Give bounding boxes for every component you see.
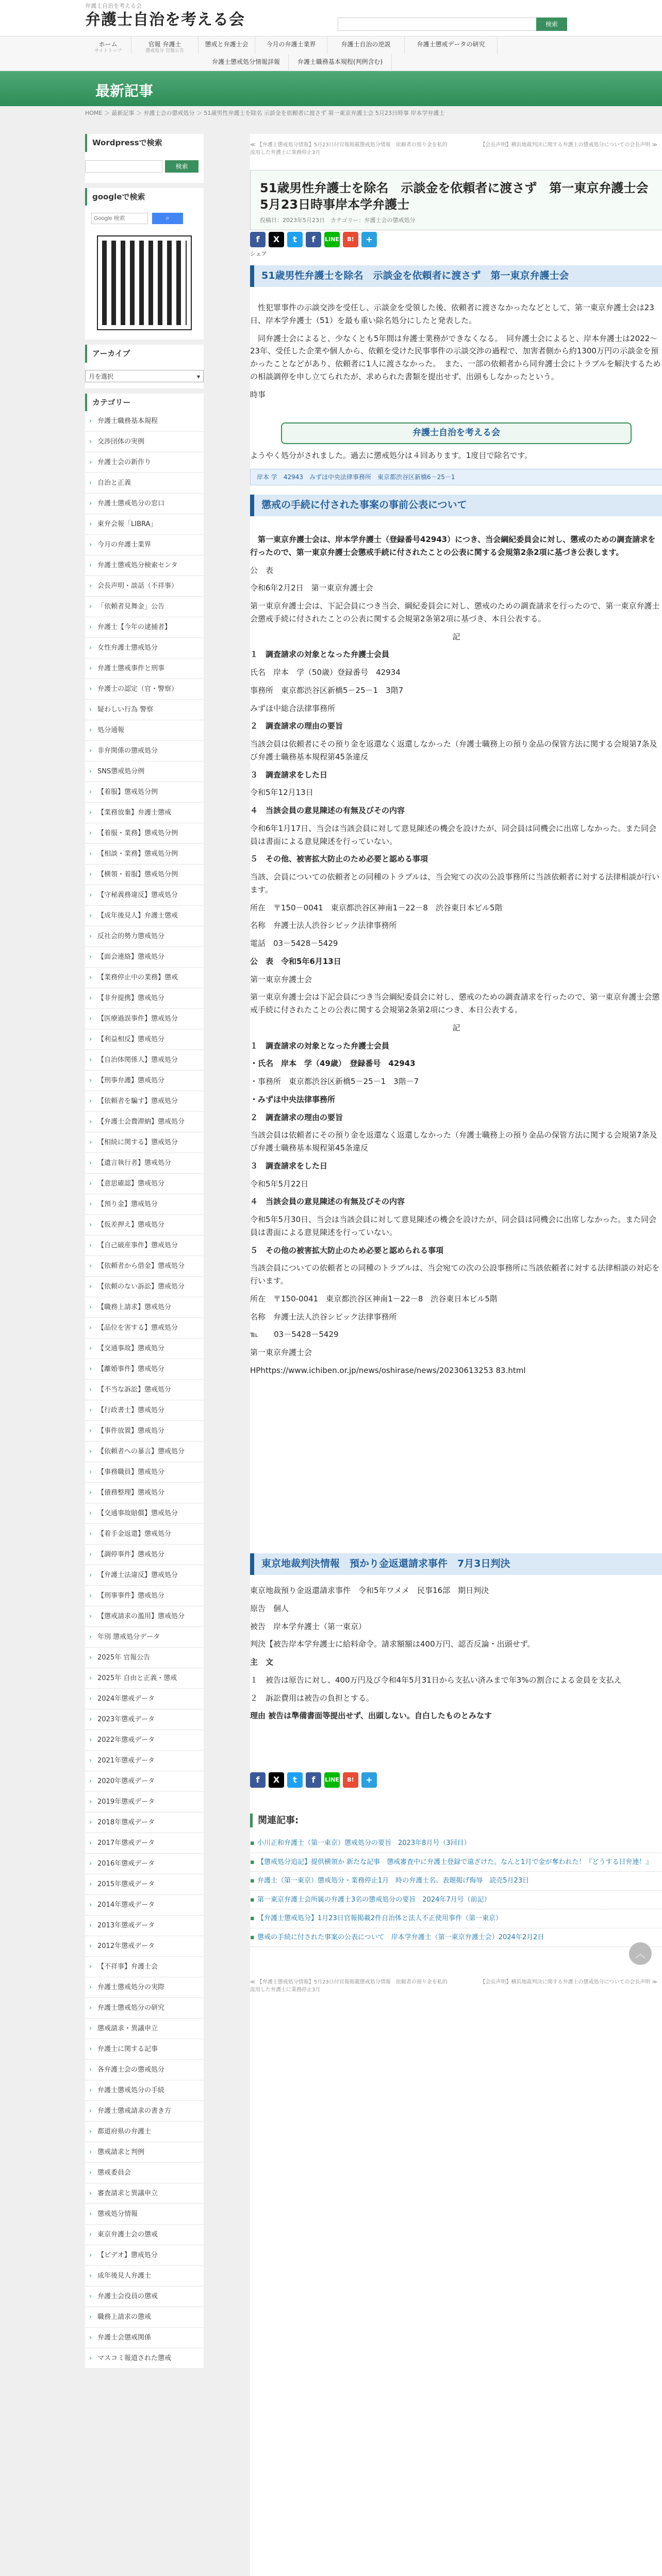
sidebar-category-item[interactable]: › 【相続に関する】懲戒処分 bbox=[85, 1132, 204, 1153]
sidebar-category-item[interactable]: › 【ビデオ】懲戒処分 bbox=[85, 2245, 204, 2266]
post-title: 51歳男性弁護士を除名 示談金を依頼者に渡さず 第一東京弁護士会 5月23日時事岸本学弁護士 bbox=[260, 181, 649, 212]
sidebar-category-item[interactable]: › 弁護士懲戒処分検索センタ bbox=[85, 555, 204, 576]
nav-item-home[interactable]: ホーム サイトトップ bbox=[85, 37, 131, 54]
scroll-to-top-button[interactable] bbox=[629, 1942, 652, 1965]
telephone-2: ℡ 03－5428－5429 bbox=[250, 1330, 339, 1340]
s2-body: 当該会員は依頼者にその預り金を返還なく返還しなかった（弁護士職務上の預り金品の保管方法に関する会規第7条及び弁護士職務基本規程第45条違反 bbox=[250, 739, 657, 761]
site-title[interactable]: 弁護士自治を考える会 bbox=[85, 11, 245, 29]
qr-code-image bbox=[98, 236, 191, 329]
google-search-button[interactable] bbox=[152, 213, 183, 224]
court-line-6: １ 被告は原告に対し、400万円及び令和4年5月31日から支払い済みまで年3%の割合による金員を支払え bbox=[250, 1675, 622, 1685]
court-line-8: 理由 被告は準備書面等提出せず、出頭しない。自白したものとみなす bbox=[250, 1711, 492, 1721]
sidebar-category-item[interactable]: › 【依頼のない訴訟】懲戒処分 bbox=[85, 1277, 204, 1297]
sidebar-category-item[interactable]: › 職務上請求の懲戒 bbox=[85, 2307, 204, 2328]
nav-item-detail[interactable]: 弁護士懲戒処分情報詳報 bbox=[204, 54, 289, 72]
court-line-1: 東京地裁預り金返還請求事件 令和5年ワメメ 民事16部 期日判決 bbox=[250, 1586, 489, 1595]
sidebar-category-item[interactable]: › 弁護士懲戒事件と刑事 bbox=[85, 658, 204, 679]
sidebar-category-item[interactable]: › 【相談・業務】懲戒処分例 bbox=[85, 844, 204, 865]
related-article-link[interactable]: ▪ 第一東京弁護士会所属の弁護士3名の懲戒処分の要旨 2024年7月号（前記） bbox=[250, 1891, 662, 1910]
sidebar-category-item[interactable]: › 2016年懲戒データ bbox=[85, 1854, 204, 1874]
sidebar-category-item[interactable]: › 【弁護士法違反】懲戒処分 bbox=[85, 1565, 204, 1586]
category-title: カテゴリー bbox=[85, 394, 204, 412]
share-x-icon[interactable]: X bbox=[269, 232, 284, 247]
breadcrumb[interactable]: HOME ＞ 最新記事 ＞ 弁護士会の懲戒処分 ＞ 51歳男性弁護士を除名 示談金を依頼者に渡さず 第一東京弁護士会 5月23日時事 岸本学弁護士 bbox=[85, 110, 445, 116]
t2-heading: ２ 調査請求の理由の要旨 bbox=[250, 1112, 343, 1122]
sidebar-category-item[interactable]: › 2020年懲戒データ bbox=[85, 1771, 204, 1792]
share-buttons bbox=[250, 232, 377, 247]
t1-office: ・事務所 東京都渋谷区新橋5－25－1 3階－7 bbox=[250, 1077, 419, 1086]
t4-heading: ４ 当該会員の意見陳述の有無及びその内容 bbox=[250, 1197, 405, 1207]
sidebar-category-item[interactable]: › 【自治体関係人】懲戒処分 bbox=[85, 1050, 204, 1071]
bottom-prev-link[interactable]: ≪ 【弁護士懲戒処分情報】5月23日付官報掲載懲戒処分情報 依頼者の預り金を私的流用した弁護士に業務停止3月 bbox=[250, 1979, 448, 1993]
prev-post-link[interactable]: ≪ 【弁護士懲戒処分情報】5月23日付官報掲載懲戒処分情報 依頼者の預り金を私的流用した弁護士に業務停止3月 bbox=[250, 142, 448, 156]
s3-heading: ３ 調査請求をした日 bbox=[250, 770, 328, 779]
notice-date: 令和6年2月2日 第一東京弁護士会 bbox=[250, 583, 373, 593]
sidebar-category-item[interactable]: › マスコミ報道された懲戒 bbox=[85, 2348, 204, 2369]
sidebar-category-item[interactable]: › 審査請求と異議申立 bbox=[85, 2183, 204, 2204]
t5-body: 当該会員についての依頼者との同種のトラブルは、当会宛ての次の公設事務所に当該依頼者に対する法律相談の対応を行います。 bbox=[250, 1263, 660, 1285]
t4-body: 令和5年5月30日、当会は当該会員に対して意見陳述の機会を設けたが、同会員は同機会に出席しなかった。また同会員は書面による意見陳述を行っていない。 bbox=[250, 1215, 657, 1237]
wordpress-search-button[interactable]: 検索 bbox=[165, 160, 198, 173]
sidebar-category-item[interactable]: › 弁護士懲戒処分の研究 bbox=[85, 1998, 204, 2019]
page-title: 最新記事 bbox=[95, 82, 154, 99]
nav-item-this-month[interactable]: 今月の弁護士業界 bbox=[255, 37, 327, 54]
sidebar-category-item[interactable]: › 【医療過誤事件】懲戒処分 bbox=[85, 1009, 204, 1029]
sidebar-category-item[interactable]: › 2024年懲戒データ bbox=[85, 1689, 204, 1709]
sidebar-category-item[interactable]: › 【依頼者への暴言】懲戒処分 bbox=[85, 1442, 204, 1462]
sidebar-category-item[interactable]: › 東京弁護士会の懲戒 bbox=[85, 2225, 204, 2245]
share-facebook-icon[interactable]: f bbox=[306, 1772, 321, 1788]
sidebar-category-item[interactable]: › 2023年懲戒データ bbox=[85, 1709, 204, 1730]
sidebar-category-item[interactable]: › 【遺言執行者】懲戒処分 bbox=[85, 1153, 204, 1174]
page-header bbox=[0, 71, 662, 106]
share-plus-icon[interactable]: + bbox=[361, 232, 377, 247]
share-plus-icon[interactable]: + bbox=[361, 1772, 377, 1788]
search-icon: ⌕ bbox=[166, 214, 170, 222]
court-line-7: ２ 訴訟費用は被告の負担とする。 bbox=[250, 1693, 374, 1703]
sidebar-category-item[interactable]: › 今月の弁護士業界 bbox=[85, 535, 204, 555]
share-facebook-icon[interactable]: f bbox=[306, 232, 321, 247]
hp-label: 第一東京弁護士会 bbox=[250, 1348, 312, 1357]
related-article-link[interactable]: ▪ 【弁護士懲戒処分】1月23日官報掲載2件自治体と法人不正使用事件（第一東京） bbox=[250, 1909, 662, 1928]
sidebar-category-item[interactable]: › 各弁護士会の懲戒処分 bbox=[85, 2060, 204, 2080]
sidebar-category-item[interactable]: › 【預り金】懲戒処分 bbox=[85, 1194, 204, 1215]
related-title: 関連記事: bbox=[250, 1814, 299, 1827]
sidebar-category-item[interactable]: › 東弁会報「LIBRA」 bbox=[85, 514, 204, 535]
hp-url[interactable]: HPhttps://www.ichiben.or.jp/news/oshirase/news/20230613253 83.html bbox=[250, 1365, 526, 1375]
court-line-2: 原告 個人 bbox=[250, 1603, 289, 1613]
sidebar-category-item[interactable]: › 都道府県の弁護士 bbox=[85, 2122, 204, 2142]
sidebar-category-item[interactable]: › 【不当な訴訟】懲戒処分 bbox=[85, 1380, 204, 1400]
sidebar-category-item[interactable]: › 【債務整理】懲戒処分 bbox=[85, 1483, 204, 1503]
share-hatena-icon[interactable]: B! bbox=[343, 232, 358, 247]
sidebar-category-item[interactable]: › 【依頼者から借金】懲戒処分 bbox=[85, 1256, 204, 1277]
s5-heading: ５ その他、被害拡大防止のため必要と認める事項 bbox=[250, 854, 428, 864]
lead-note: ようやく処分がされました。過去に懲戒処分は４回あります。1度目で除名です。 bbox=[250, 451, 533, 460]
sidebar-category-item[interactable]: › 【業務放棄】弁護士懲戒 bbox=[85, 803, 204, 823]
post-meta: 投稿日：2023年5月23日 カテゴリー：弁護士会の懲戒処分 bbox=[260, 216, 416, 224]
address-2: 所在 〒150-0041 東京都渋谷区神南1－22－8 渋谷東日本ビル5階 bbox=[250, 1294, 498, 1303]
related-article-link[interactable]: ▪ 小川正和弁護士（第一東京）懲戒処分の要旨 2023年8月号（3回目） bbox=[250, 1834, 662, 1853]
notice2-body: 第一東京弁護士会は下記会員につき当会綱紀委員会に対し、懲戒のための調査請求を行ったので、第一東京弁護士会懲戒手続に付されたことの公表に関する会規第2条第2項につき、本日公表する。 bbox=[250, 992, 660, 1014]
sidebar-category-item[interactable]: › 2022年懲戒データ bbox=[85, 1730, 204, 1751]
notice-body: 第一東京弁護士会は、下記会員につき当会、綱紀委員会に対し、懲戒のための調査請求を行ったので、第一東京弁護士会懲戒手続に付されたことの公表に関する会規第2条第2項に基づき、本日公表する。 bbox=[250, 601, 660, 623]
sidebar-category-item[interactable]: › 2025年 自由と正義・懲戒 bbox=[85, 1668, 204, 1689]
notice-head: 公 表 bbox=[250, 565, 274, 575]
sidebar-category-item[interactable]: › 2012年懲戒データ bbox=[85, 1936, 204, 1957]
share-buttons-bottom bbox=[250, 1772, 377, 1788]
category-list bbox=[85, 411, 204, 2369]
sidebar-category-item[interactable]: › 年別 懲戒処分データ bbox=[85, 1627, 204, 1648]
article-intro bbox=[250, 301, 662, 406]
wordpress-search-box bbox=[85, 152, 204, 183]
t1-firm: ・みずほ中央法律事務所 bbox=[250, 1094, 336, 1104]
notice-1 bbox=[250, 533, 662, 1382]
sidebar-category-item[interactable]: › 【着服】懲戒処分例 bbox=[85, 782, 204, 803]
chevron-up-icon: ︿ bbox=[635, 1947, 646, 1960]
sidebar-category-item[interactable]: › 自治と正義 bbox=[85, 473, 204, 494]
chevron-down-icon: ▾ bbox=[196, 372, 200, 380]
sidebar-category-item[interactable]: › 処分通報 bbox=[85, 720, 204, 741]
sidebar-category-item[interactable]: › 2025年 官報公告 bbox=[85, 1648, 204, 1668]
google-search-input[interactable] bbox=[91, 213, 148, 224]
ki-mark: 記 bbox=[452, 632, 460, 641]
court-line-4: 判決【被告岸本学弁護士に給料命令。請求額額は400万円、認否反論・出頭せず。 bbox=[250, 1639, 535, 1649]
sidebar-category-item[interactable]: › 【交通事故賠償】懲戒処分 bbox=[85, 1503, 204, 1524]
sidebar-category-item[interactable]: › 弁護士会の新作り bbox=[85, 452, 204, 473]
share-line-icon[interactable]: LINE bbox=[324, 232, 340, 247]
sidebar-category-item[interactable]: › 弁護士会役員の懲戒 bbox=[85, 2286, 204, 2307]
sidebar-category-item[interactable]: › 2019年懲戒データ bbox=[85, 1792, 204, 1812]
sidebar-category-item[interactable]: › 【懲戒請求の濫用】懲戒処分 bbox=[85, 1606, 204, 1627]
sidebar-category-item[interactable]: › 弁護士に関する記事 bbox=[85, 2039, 204, 2060]
share-twitter-icon[interactable]: t bbox=[287, 232, 303, 247]
sidebar-category-item[interactable]: › 【着服・業務】懲戒処分例 bbox=[85, 823, 204, 844]
main-content bbox=[250, 134, 662, 2576]
sidebar-category-item[interactable]: › 【依頼者を騙す】懲戒処分 bbox=[85, 1091, 204, 1112]
nav-item-paradox[interactable]: 弁護士自治の逆説 bbox=[327, 37, 405, 54]
site-description: 弁護士自治を考える会 bbox=[85, 3, 142, 9]
t3-body: 令和5年5月22日 bbox=[250, 1179, 309, 1189]
sidebar-category-item[interactable]: › 【事務職員】懲戒処分 bbox=[85, 1462, 204, 1483]
sidebar-category-item[interactable]: › 【仮差押え】懲戒処分 bbox=[85, 1215, 204, 1235]
header-search-input[interactable] bbox=[338, 18, 567, 31]
google-search-box bbox=[85, 206, 204, 340]
sidebar-category-item[interactable]: › 【離婚事件】懲戒処分 bbox=[85, 1359, 204, 1380]
sidebar-category-item[interactable]: › 【弁護士会費滞納】懲戒処分 bbox=[85, 1112, 204, 1132]
sidebar-category-item[interactable]: › 2015年懲戒データ bbox=[85, 1874, 204, 1895]
nav-item-kanpo[interactable]: 官報 弁護士 懲戒処分 官報公告 bbox=[131, 37, 198, 54]
s2-heading: ２ 調査請求の理由の要旨 bbox=[250, 721, 343, 731]
sidebar-category-item[interactable]: › 【横領・着服】懲戒処分例 bbox=[85, 865, 204, 885]
share-facebook-icon[interactable]: f bbox=[250, 232, 266, 247]
sidebar-category-item[interactable]: › 【面会連絡】懲戒処分 bbox=[85, 947, 204, 968]
sidebar-category-item[interactable]: › 【業務停止中の業務】懲戒 bbox=[85, 968, 204, 988]
sidebar-category-item[interactable]: › 【成年後見人】弁護士懲戒 bbox=[85, 906, 204, 926]
s4-body: 令和6年1月17日、当会は当該会員に対して意見陳述の機会を設けたが、同会員は同機会に出席しなかった。また同会員は書面による意見陳述を行っていない。 bbox=[250, 823, 657, 846]
sidebar-category-item[interactable]: › 反社会的勢力懲戒処分 bbox=[85, 926, 204, 947]
sidebar-category-item[interactable]: › 弁護士懲戒請求の書き方 bbox=[85, 2101, 204, 2122]
sidebar bbox=[85, 134, 204, 2369]
archive-title: アーカイブ bbox=[85, 345, 204, 363]
bold-notice: 第一東京弁護士会は、岸本学弁護士（登録番号42943）につき、当会綱紀委員会に対し、懲戒のための調査請求を行ったので、第一東京弁護士会懲戒手続に付されたことの公表に関する会規第2条2項に基づき公表します。 bbox=[250, 535, 656, 557]
s4-heading: ４ 当該会員の意見陳述の有無及びその内容 bbox=[250, 806, 405, 815]
section-heading-1: 51歳男性弁護士を除名 示談金を依頼者に渡さず 第一東京弁護士会 bbox=[250, 265, 662, 287]
ki-mark-2: 記 bbox=[452, 1023, 460, 1032]
sidebar-category-item[interactable]: › 【職務上請求】懲戒処分 bbox=[85, 1297, 204, 1318]
sidebar-category-item[interactable]: › 【事件放置】懲戒処分 bbox=[85, 1421, 204, 1442]
sidebar-category-item[interactable]: › 懲戒委員会 bbox=[85, 2163, 204, 2183]
court-line-5: 主 文 bbox=[250, 1657, 274, 1667]
wordpress-search-title: Wordpressで検索 bbox=[85, 134, 204, 152]
intro-paragraph: 性犯罪事件の示談交渉を受任し、示談金を受領した後、依頼者に渡さなかったなどとして、第一東京弁護士会は23日、岸本学弁護士（51）を最も重い除名処分にしたと発表した。 bbox=[250, 303, 654, 325]
sidebar-category-item[interactable]: › 弁護士懲戒処分の手続 bbox=[85, 2080, 204, 2101]
post-title-box bbox=[250, 170, 662, 230]
sidebar-category-item[interactable]: › 【品位を害する】懲戒処分 bbox=[85, 1318, 204, 1338]
related-article-link[interactable]: ▪ 弁護士（第一東京）懲戒処分・業務停止1月 時の弁護士名、表題掲げ侮辱 読売5月23日 bbox=[250, 1872, 662, 1891]
bottom-next-link[interactable]: 【会長声明】横浜地裁判決に関する弁護士の懲戒処分についての会長声明 ≫ bbox=[480, 1979, 657, 1985]
nav-item-rules[interactable]: 弁護士職務基本規程(判例含む) bbox=[289, 54, 392, 72]
telephone: 電話 03－5428－5429 bbox=[250, 939, 338, 948]
address: 所在 〒150－0041 東京都渋谷区神南1－22－8 渋谷東日本ビル5階 bbox=[250, 903, 503, 912]
sidebar-category-item[interactable]: › 2013年懲戒データ bbox=[85, 1916, 204, 1936]
sidebar-category-item[interactable]: › 懲戒請求・異議申立 bbox=[85, 2019, 204, 2039]
related-article-link[interactable]: ▪ 懲戒の手続に付された事案の公表について 岸本学弁護士（第一東京弁護士会）2024年2月2日 bbox=[250, 1928, 662, 1947]
sidebar-category-item[interactable]: › 「依頼者見舞金」公告 bbox=[85, 597, 204, 617]
sidebar-category-item[interactable]: › 懲戒処分情報 bbox=[85, 2204, 204, 2225]
next-post-link[interactable]: 【会長声明】横浜地裁判決に関する弁護士の懲戒処分についての会長声明 ≫ bbox=[480, 142, 657, 148]
section-heading-2: 懲戒の手続に付された事案の事前公表について bbox=[250, 495, 662, 516]
sidebar-category-item[interactable]: › 弁護士【今年の逮捕者】 bbox=[85, 617, 204, 638]
s1-firm: みずほ中総合法律事務所 bbox=[250, 703, 336, 713]
s1-name: 氏名 岸本 学（50歳）登録番号 42934 bbox=[250, 668, 401, 677]
archive-box bbox=[85, 363, 204, 388]
t3-heading: ３ 調査請求をした日 bbox=[250, 1161, 328, 1171]
sidebar-category-item[interactable]: › 弁護士の認定（官・警察） bbox=[85, 679, 204, 700]
court-line-3: 被告 岸本学弁護士（第一東京） bbox=[250, 1621, 367, 1631]
nav-item-data-study[interactable]: 弁護士懲戒データの研究 bbox=[405, 37, 498, 54]
sidebar-category-item[interactable]: › 【自己破産事件】懲戒処分 bbox=[85, 1235, 204, 1256]
archive-select[interactable]: 月を選択 ▾ bbox=[85, 370, 204, 382]
sidebar-category-item[interactable]: › 【利益相反】懲戒処分 bbox=[85, 1029, 204, 1050]
sidebar-category-item[interactable]: › 2018年懲戒データ bbox=[85, 1812, 204, 1833]
sidebar-category-item[interactable]: › 2014年懲戒データ bbox=[85, 1895, 204, 1916]
sidebar-category-item[interactable]: › 会長声明・談話（不祥事） bbox=[85, 576, 204, 597]
notice2-head: 公 表 令和5年6月13日 bbox=[250, 956, 341, 966]
sidebar-category-item[interactable]: › 非弁関係の懲戒処分 bbox=[85, 741, 204, 761]
sidebar-category-item[interactable]: › 【不祥事】弁護士会 bbox=[85, 1957, 204, 1977]
sidebar-category-item[interactable]: › 成年後見人弁護士 bbox=[85, 2266, 204, 2286]
office-name: 名称 弁護士法人渋谷シビック法律事務所 bbox=[250, 921, 397, 930]
related-article-link[interactable]: ▪ 【懲戒処分追記】提供横領か 新たな記事 懲戒審査中に弁護士登録で遠ざけた。なんと1月で金が奪われた！『どうする日弁連！』 bbox=[250, 1853, 662, 1872]
court-info bbox=[250, 1584, 662, 1727]
intro-paragraph-2: 同弁護士会によると、少なくとも5年間は弁護士業務ができなくなる。 同弁護士会によると、岸本弁護士は2022～23年、受任した企業や個人から、依頼を受けた民事事件の示談交渉の過程で、加害者側から約1300万円の示談金を預かったことなどがあり、依頼者に1人に渡さなかった。 また、一部の依頼者から同弁護士会にトラブルを解決するための相談調停を申し立てられたが、求められた書類を提出せず、出頭もしなかったという。 bbox=[250, 333, 661, 381]
sidebar-category-item[interactable]: › 交渉団体の実例 bbox=[85, 432, 204, 452]
google-search-title: googleで検索 bbox=[85, 188, 204, 206]
sidebar-category-item[interactable]: › 弁護士懲戒処分の窓口 bbox=[85, 494, 204, 514]
s1-heading: １ 調査請求の対象となった弁護士会員 bbox=[250, 650, 390, 659]
global-nav bbox=[0, 36, 662, 71]
notice2-org: 第一東京弁護士会 bbox=[250, 974, 312, 984]
sidebar-category-item[interactable]: › 疑わしい行為 警察 bbox=[85, 700, 204, 720]
sidebar-category-item[interactable]: › 【刑事事件】懲戒処分 bbox=[85, 1586, 204, 1606]
sidebar-category-item[interactable]: › 【意思確認】懲戒処分 bbox=[85, 1174, 204, 1194]
sidebar-category-item[interactable]: › 【守秘義務違反】懲戒処分 bbox=[85, 885, 204, 906]
s3-body: 令和5年12月13日 bbox=[250, 788, 313, 798]
related-list bbox=[250, 1834, 662, 1947]
t5-heading: ５ その他の被害拡大防止のため必要と認められる事項 bbox=[250, 1245, 444, 1255]
office-name-2: 名称 弁護士法人渋谷シビック法律事務所 bbox=[250, 1312, 397, 1321]
t1-name: ・氏名 岸本 学（49歳） 登録番号 42943 bbox=[250, 1059, 416, 1069]
site-header bbox=[0, 0, 662, 36]
share-twitter-icon[interactable]: t bbox=[287, 1772, 303, 1788]
sidebar-category-item[interactable]: › 【行政書士】懲戒処分 bbox=[85, 1400, 204, 1421]
site-banner-button[interactable]: 弁護士自治を考える会 bbox=[281, 422, 632, 444]
s5-body: 当該、会員についての依頼者との同種のトラブルは、当会宛ての次の公設事務所に当該依頼者に対する法律相談が行います。 bbox=[250, 872, 660, 894]
share-hatena-icon[interactable]: B! bbox=[343, 1772, 358, 1788]
t2-body: 当該会員は依頼者にその預り金を返還なく返還しなかった（弁護士職務上の預り金品の保管方法に関する会規第7条及び弁護士職務基本規程第45条違反 bbox=[250, 1130, 657, 1153]
wordpress-search-input[interactable] bbox=[85, 160, 162, 173]
sidebar-category-item[interactable]: › 2017年懲戒データ bbox=[85, 1833, 204, 1854]
share-line-icon[interactable]: LINE bbox=[324, 1772, 340, 1788]
sidebar-category-item[interactable]: › 懲戒請求と判例 bbox=[85, 2142, 204, 2163]
sidebar-category-item[interactable]: › 弁護士会懲戒関係 bbox=[85, 2328, 204, 2348]
share-x-icon[interactable]: X bbox=[269, 1772, 284, 1788]
section-heading-3: 東京地裁判決情報 預かり金返還請求事件 7月3日判決 bbox=[250, 1553, 662, 1575]
s1-office: 事務所 東京都渋谷区新橋5－25－1 3階7 bbox=[250, 685, 404, 695]
t1-heading: １ 調査請求の対象となった弁護士会員 bbox=[250, 1041, 390, 1050]
share-facebook-icon[interactable]: f bbox=[250, 1772, 266, 1788]
sidebar-category-item[interactable]: › 弁護士職務基本規程 bbox=[85, 411, 204, 432]
sidebar-category-item[interactable]: › 弁護士懲戒処分の実際 bbox=[85, 1977, 204, 1998]
sidebar-category-item[interactable]: › 【非弁提携】懲戒処分 bbox=[85, 988, 204, 1009]
sidebar-category-item[interactable]: › 女性弁護士懲戒処分 bbox=[85, 638, 204, 658]
nav-item-discipline[interactable]: 懲戒と弁護士会 bbox=[198, 37, 255, 54]
source-label: 時事 bbox=[250, 389, 266, 399]
sidebar-category-item[interactable]: › SNS懲戒処分例 bbox=[85, 761, 204, 782]
share-label: シェア bbox=[250, 250, 267, 257]
sidebar-category-item[interactable]: › 【交通事故】懲戒処分 bbox=[85, 1338, 204, 1359]
sidebar-category-item[interactable]: › 【刑事弁護】懲戒処分 bbox=[85, 1071, 204, 1091]
sidebar-category-item[interactable]: › 【着手金返還】懲戒処分 bbox=[85, 1524, 204, 1545]
sidebar-category-item[interactable]: › 2021年懲戒データ bbox=[85, 1751, 204, 1771]
lawyer-info-row: 岸本 学 42943 みずほ中央法律事務所 東京都渋谷区新橋6－25－1 bbox=[250, 469, 662, 485]
sidebar-category-item[interactable]: › 【調停事件】懲戒処分 bbox=[85, 1545, 204, 1565]
header-search-button[interactable]: 検索 bbox=[536, 18, 567, 31]
